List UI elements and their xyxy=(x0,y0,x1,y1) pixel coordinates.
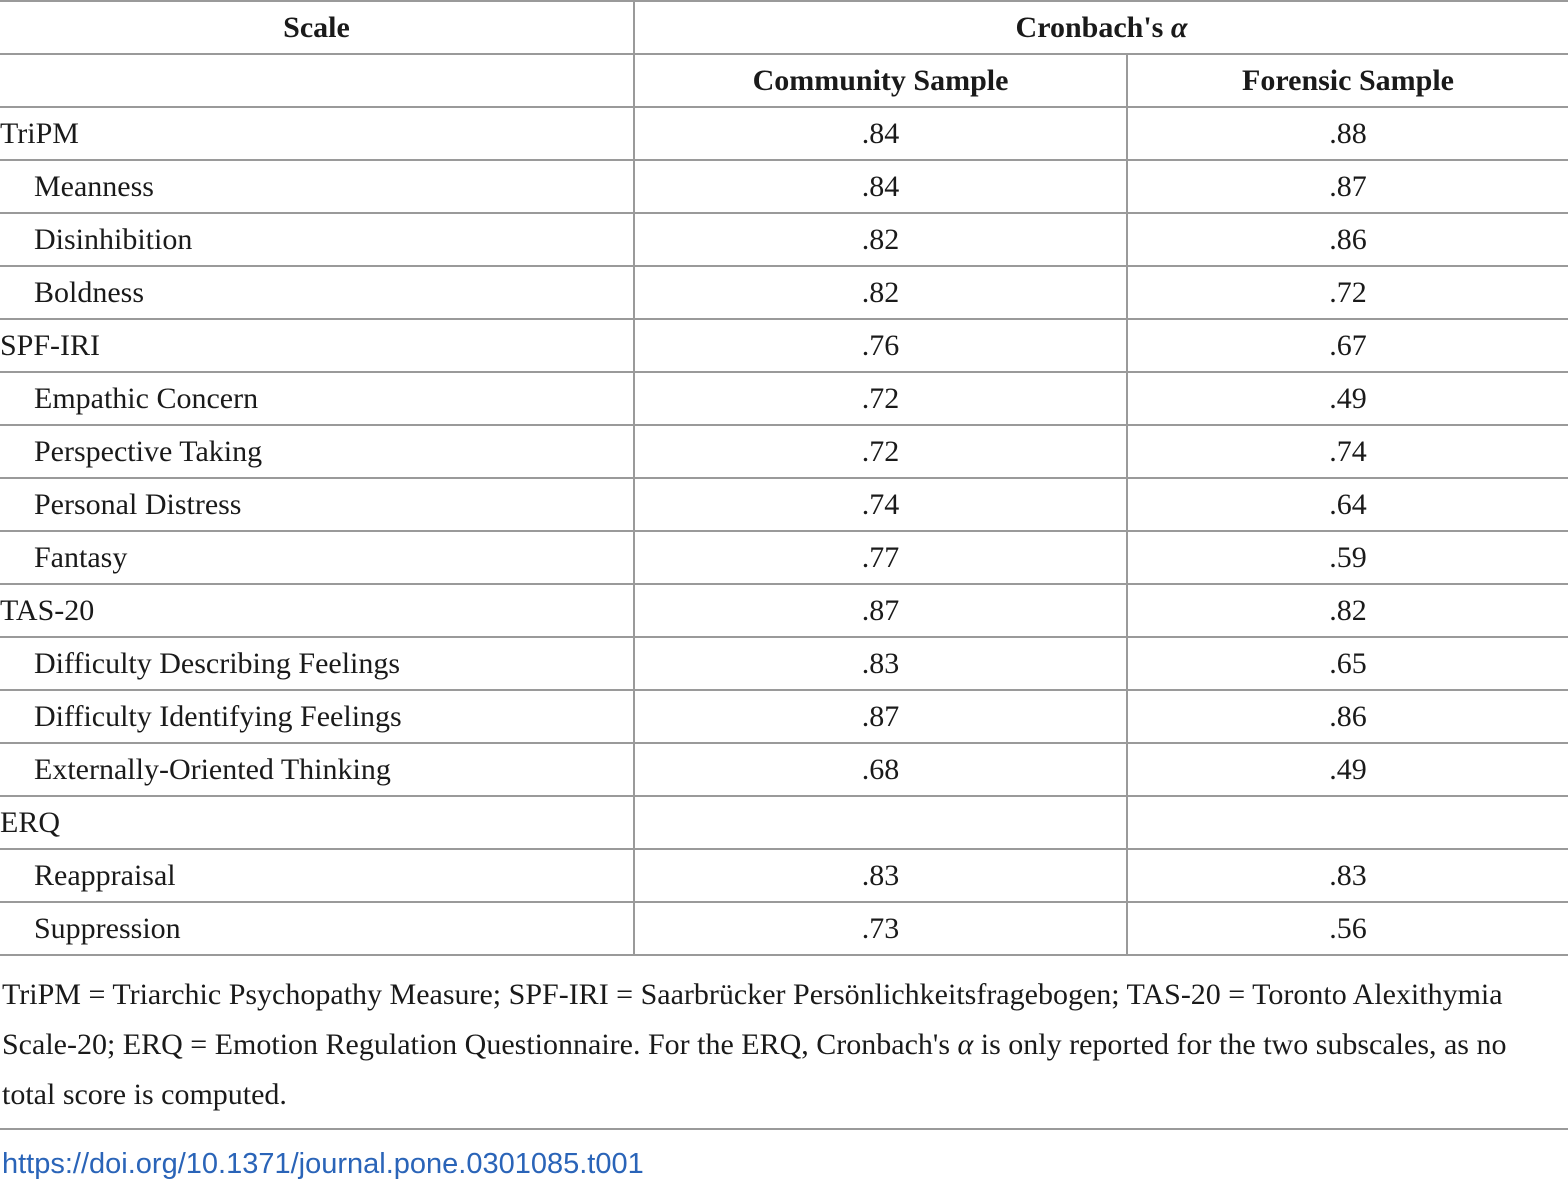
scale-name-cell: Difficulty Identifying Feelings xyxy=(0,690,634,743)
forensic-alpha-cell: .82 xyxy=(1127,584,1568,637)
scale-name-cell: Personal Distress xyxy=(0,478,634,531)
table-row xyxy=(0,160,1568,213)
cronbach-alpha-label: Cronbach's xyxy=(1015,10,1164,44)
table-row xyxy=(0,266,1568,319)
forensic-alpha-cell: .88 xyxy=(1127,107,1568,160)
community-alpha-cell: .84 xyxy=(634,107,1127,160)
scale-name-cell: Difficulty Describing Feelings xyxy=(0,637,634,690)
forensic-alpha-cell: .49 xyxy=(1127,372,1568,425)
community-alpha-cell: .76 xyxy=(634,319,1127,372)
scale-name-cell: Reappraisal xyxy=(0,849,634,902)
forensic-alpha-cell: .72 xyxy=(1127,266,1568,319)
footnote-text-2: is only reported for the two subscales, as no total score is computed. xyxy=(2,1028,1507,1111)
forensic-alpha-cell: .74 xyxy=(1127,425,1568,478)
forensic-sample-header: Forensic Sample xyxy=(1127,54,1568,107)
scale-name-cell: Externally-Oriented Thinking xyxy=(0,743,634,796)
forensic-alpha-cell: .49 xyxy=(1127,743,1568,796)
community-alpha-cell: .72 xyxy=(634,425,1127,478)
header-row-1 xyxy=(0,1,1568,54)
table-row xyxy=(0,425,1568,478)
community-alpha-cell: .68 xyxy=(634,743,1127,796)
table-row xyxy=(0,743,1568,796)
community-alpha-cell: .87 xyxy=(634,690,1127,743)
community-alpha-cell: .77 xyxy=(634,531,1127,584)
scale-name-cell: Suppression xyxy=(0,902,634,955)
scale-name-cell: Fantasy xyxy=(0,531,634,584)
forensic-alpha-cell: .56 xyxy=(1127,902,1568,955)
forensic-alpha-cell: .64 xyxy=(1127,478,1568,531)
table-row xyxy=(0,319,1568,372)
community-alpha-cell xyxy=(634,796,1127,849)
scale-name-cell: Boldness xyxy=(0,266,634,319)
forensic-alpha-cell: .86 xyxy=(1127,213,1568,266)
scale-name-cell: Empathic Concern xyxy=(0,372,634,425)
community-sample-header: Community Sample xyxy=(634,54,1127,107)
table-row xyxy=(0,902,1568,955)
forensic-alpha-cell: .59 xyxy=(1127,531,1568,584)
footnote-text-1: TriPM = Triarchic Psychopathy Measure; SPF-IRI = Saarbrücker Persönlichkeitsfragebogen; TAS-20 = Toronto Alexithymia Scale-20; ERQ = Emotion Regulation Questionnaire. For the ERQ, Cronbach's xyxy=(2,978,1503,1061)
footnote-alpha-symbol: α xyxy=(957,1028,974,1061)
community-alpha-cell: .73 xyxy=(634,902,1127,955)
scale-name-cell: TriPM xyxy=(0,107,634,160)
forensic-alpha-cell: .86 xyxy=(1127,690,1568,743)
table-row xyxy=(0,796,1568,849)
alpha-symbol: α xyxy=(1170,10,1188,44)
table-body xyxy=(0,107,1568,955)
table-footnote xyxy=(2,970,1564,1120)
scale-name-cell: Meanness xyxy=(0,160,634,213)
scale-name-cell: SPF-IRI xyxy=(0,319,634,372)
scale-name-cell: ERQ xyxy=(0,796,634,849)
header-row-2 xyxy=(0,54,1568,107)
community-alpha-cell: .72 xyxy=(634,372,1127,425)
community-alpha-cell: .82 xyxy=(634,266,1127,319)
forensic-alpha-cell: .83 xyxy=(1127,849,1568,902)
table-row xyxy=(0,478,1568,531)
community-alpha-cell: .83 xyxy=(634,637,1127,690)
forensic-alpha-cell xyxy=(1127,796,1568,849)
cronbach-alpha-header xyxy=(634,1,1568,54)
doi-link[interactable]: https://doi.org/10.1371/journal.pone.0301085.t001 xyxy=(2,1148,644,1180)
scale-name-cell: Perspective Taking xyxy=(0,425,634,478)
community-alpha-cell: .82 xyxy=(634,213,1127,266)
forensic-alpha-cell: .87 xyxy=(1127,160,1568,213)
table-row xyxy=(0,107,1568,160)
scale-name-cell: Disinhibition xyxy=(0,213,634,266)
table-row xyxy=(0,213,1568,266)
table-row xyxy=(0,531,1568,584)
forensic-alpha-cell: .65 xyxy=(1127,637,1568,690)
table-row xyxy=(0,690,1568,743)
community-alpha-cell: .74 xyxy=(634,478,1127,531)
community-alpha-cell: .83 xyxy=(634,849,1127,902)
forensic-alpha-cell: .67 xyxy=(1127,319,1568,372)
table-row xyxy=(0,584,1568,637)
scale-name-cell: TAS-20 xyxy=(0,584,634,637)
bottom-divider xyxy=(0,1128,1568,1130)
community-alpha-cell: .84 xyxy=(634,160,1127,213)
empty-header-cell xyxy=(0,54,634,107)
table-row xyxy=(0,637,1568,690)
community-alpha-cell: .87 xyxy=(634,584,1127,637)
table-row xyxy=(0,372,1568,425)
table-row xyxy=(0,849,1568,902)
scale-column-header: Scale xyxy=(0,1,634,54)
